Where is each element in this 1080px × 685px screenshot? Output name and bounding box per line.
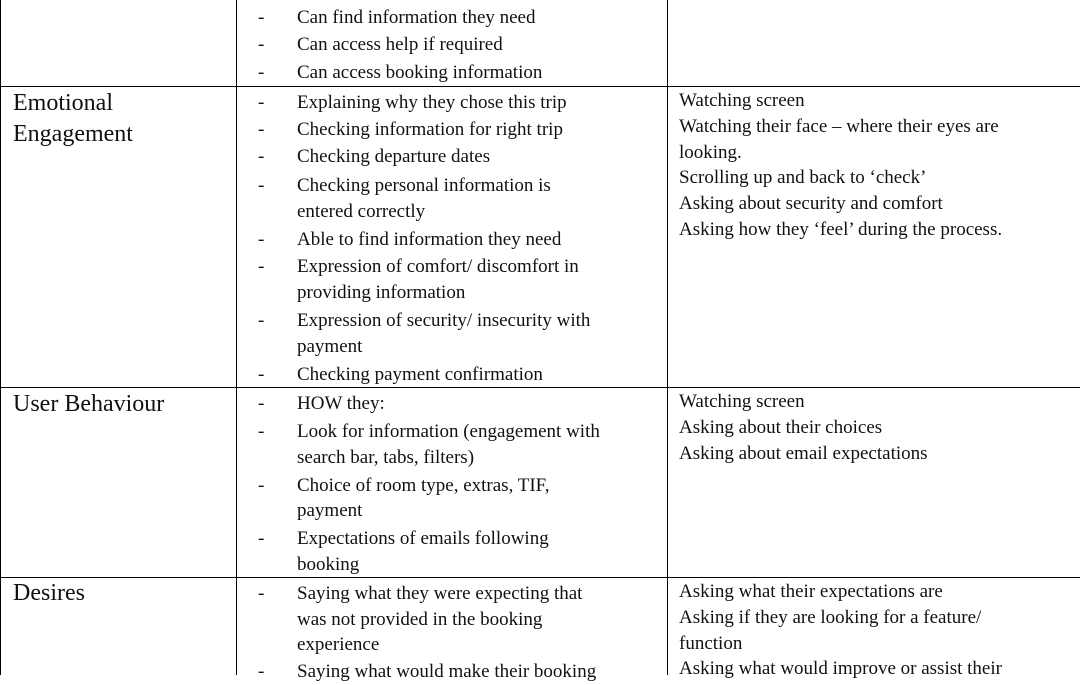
row-divider-1: [0, 86, 1080, 87]
row-divider-3: [0, 577, 1080, 578]
methods-cell: Asking what their expectations are Asking if they are looking for a feature/ function Asking what would improve or assist their: [679, 581, 1002, 680]
methods-cell: Watching screen Watching their face – where their eyes are looking. Scrolling up and back to ‘check’ Asking about security and comfort Asking how they ‘feel’ during the process.: [679, 90, 1003, 240]
methods-cell: Watching screen Asking about their choices Asking about email expectations: [679, 391, 928, 464]
document-page: - Can find information they need - Can access help if required - Can access booking information Emotional Engagement - Explaining why they chose this trip - Checking information for right trip - Checking departure dates - Checking personal information is entered correctly - Able to find information they need - Expression of comfort/ discomfort in providing information - Expression of security/ insecurity with payment - Checking payment confirmation Watching screen Watching their face – where their eyes are looking. Scrolling up and back to ‘check’ Asking about security and comfort Asking how they ‘feel’ during the process. User Behaviour - HOW they: - Look for information (engagement with search bar, tabs, filters) - Choice of room type, extras, TIF, payment - Expectations of emails following booking Watching screen Asking about their choices Asking about email expectations Desires - Saying what they were expecting that was not provided in the booking experience - Saying what would make their booking Asking what their expectations are Asking if they are looking for a feature/ function Asking what would improve or assist their: [0, 0, 1080, 675]
category-label: Desires: [13, 580, 85, 606]
table-border-left: [0, 0, 1, 675]
category-label: User Behaviour: [13, 391, 165, 417]
table-divider-col2: [667, 0, 668, 675]
category-label: Emotional Engagement: [13, 90, 133, 147]
table-divider-col1: [236, 0, 237, 675]
